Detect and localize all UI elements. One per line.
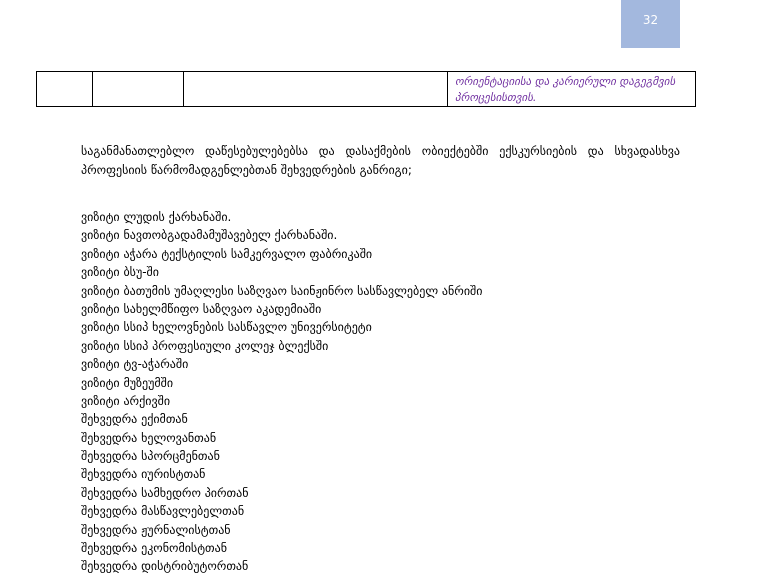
list-item: შეხვედრა დისტრიბუტორთან bbox=[81, 559, 249, 574]
list-item: ვიზიტი ლუდის ქარხანაში. bbox=[81, 210, 232, 224]
list-item: ვიზიტი სსიპ ხელოვნების სასწავლო უნივერსიტეტი bbox=[81, 320, 372, 335]
list-item: ვიზიტი სსიპ პროფესიული კოლეჯ ბლექსში bbox=[81, 338, 329, 353]
visit-list bbox=[81, 208, 681, 576]
table-cell-purpose: ორიენტაციისა და კარიერული დაგეგმვის პროცესისთვის. bbox=[448, 72, 696, 107]
list-item: ვიზიტი ტვ-აჭარაში bbox=[81, 357, 189, 372]
list-item: ვიზიტი სახელმწიფო საზღვაო აკადემიაში bbox=[81, 301, 322, 316]
list-item: ვიზიტი აჭარა ტექსტილის სამკერვალო ფაბრიკაში bbox=[81, 246, 373, 261]
list-item: ვიზიტი ბათუმის უმაღლესი საზღვაო საინჟინრო სასწავლებელ ანრიში bbox=[81, 283, 483, 298]
header-table bbox=[36, 71, 696, 107]
page-number: 32 bbox=[621, 0, 680, 48]
table-cell-empty-1 bbox=[37, 72, 93, 107]
list-item: შეხვედრა იურისტთან bbox=[81, 467, 206, 482]
table-cell-empty-3 bbox=[184, 72, 448, 107]
table-row bbox=[37, 72, 696, 107]
list-item: შეხვედრა მასწავლებელთან bbox=[81, 504, 245, 519]
table-cell-empty-2 bbox=[93, 72, 184, 107]
list-item: ვიზიტი მუზეუმში bbox=[81, 375, 174, 390]
list-item: შეხვედრა სამხედრო პირთან bbox=[81, 485, 249, 500]
list-item: შეხვედრა ხელოვანთან bbox=[81, 430, 217, 445]
list-item: შეხვედრა ექიმთან bbox=[81, 412, 188, 427]
list-item: ვიზიტი ბსუ-ში bbox=[81, 265, 159, 280]
intro-paragraph: საგანმანათლებლო დაწესებულებებსა და დასაქმების ობიექტებში ექსკურსიების და სხვადასხვა პროფესიის წარმომადგენლებთან შეხვედრების განრიგი; bbox=[81, 144, 680, 177]
list-item: შეხვედრა ეკონომისტთან bbox=[81, 541, 228, 556]
list-item: ვიზიტი ნავთობგადამამუშავებელ ქარხანაში. bbox=[81, 228, 338, 243]
list-item: ვიზიტი არქივში bbox=[81, 393, 171, 408]
list-item: შეხვედრა სპორცმენთან bbox=[81, 449, 220, 464]
list-item: შეხვედრა ჟურნალისტთან bbox=[81, 522, 231, 537]
